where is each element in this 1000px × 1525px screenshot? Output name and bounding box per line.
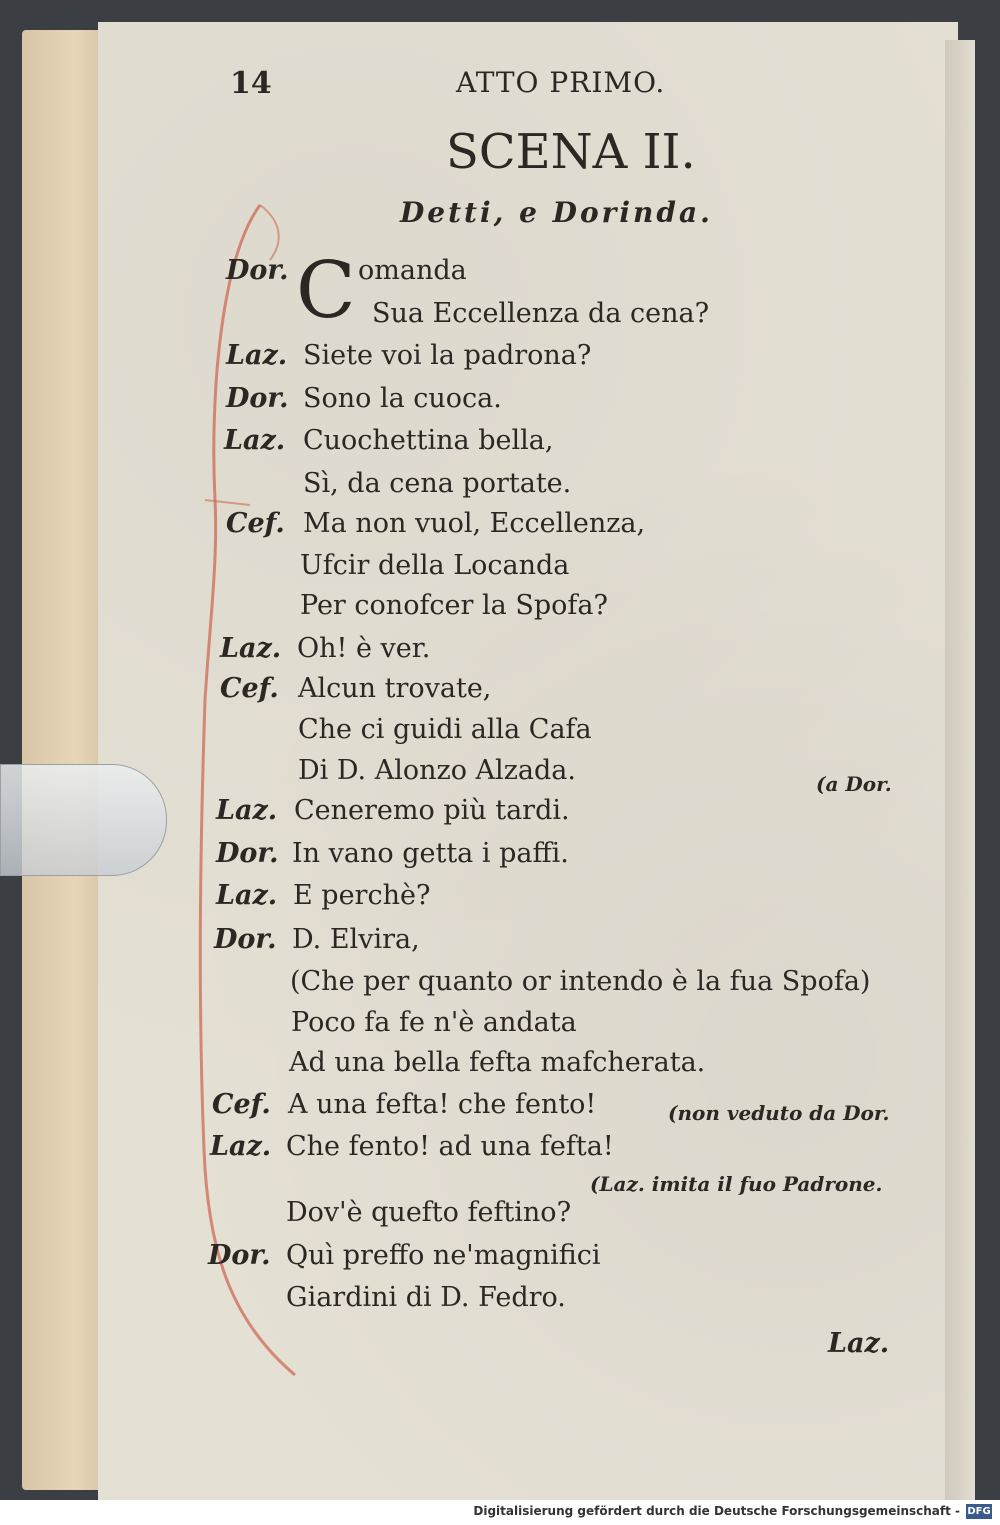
line: Sua Eccellenza da cena? [372, 298, 710, 329]
line: Sono la cuoca. [303, 383, 502, 414]
line: Siete voi la padrona? [303, 340, 592, 371]
red-pencil-mark [190, 200, 300, 1380]
scene-subtitle: Detti, e Dorinda. [400, 196, 713, 229]
speaker: Dor. [226, 383, 289, 414]
footer-credit: Digitalisierung gefördert durch die Deutsche Forschungsgemeinschaft - [473, 1504, 960, 1518]
line: Di D. Alonzo Alzada. [298, 755, 576, 786]
line: Oh! è ver. [297, 633, 431, 664]
line: Ceneremo più tardi. [294, 795, 570, 826]
line: Ad una bella fefta mafcherata. [289, 1047, 706, 1078]
speaker: Laz. [216, 795, 278, 826]
facing-page-edge [945, 40, 975, 1500]
scene-title: SCENA II. [446, 124, 696, 180]
speaker: Laz. [226, 340, 288, 371]
line: Alcun trovate, [298, 673, 492, 704]
line: E perchè? [293, 880, 431, 911]
line: Ma non vuol, Eccellenza, [303, 508, 646, 539]
catchword: Laz. [828, 1328, 890, 1359]
speaker: Dor. [208, 1240, 271, 1271]
line: Che ci guidi alla Cafa [298, 714, 592, 745]
line: (Che per quanto or intendo è la fua Spofa) [290, 966, 871, 997]
line: Giardini di D. Fedro. [286, 1282, 566, 1313]
running-head: ATTO PRIMO. [456, 66, 666, 99]
speaker: Dor. [226, 255, 289, 286]
page-clip [0, 764, 167, 876]
footer-bar [0, 1500, 1000, 1525]
line: Ufcir della Locanda [300, 550, 570, 581]
line: Dov'è quefto feftino? [286, 1197, 572, 1228]
speaker: Laz. [224, 425, 286, 456]
page-number: 14 [230, 66, 272, 101]
speaker: Cef. [212, 1089, 271, 1120]
line: Sì, da cena portate. [303, 468, 572, 499]
speaker: Cef. [220, 673, 279, 704]
line: Cuochettina bella, [303, 425, 554, 456]
speaker: Dor. [214, 924, 277, 955]
stage-direction: (Laz. imita il fuo Padrone. [590, 1172, 883, 1196]
speaker: Laz. [216, 880, 278, 911]
line: A una fefta! che fento! [288, 1089, 597, 1120]
stage-direction: (non veduto da Dor. [668, 1101, 890, 1125]
line: Poco fa fe n'è andata [291, 1007, 577, 1038]
speaker: Cef. [226, 508, 285, 539]
stage-direction: (a Dor. [816, 772, 892, 796]
dfg-logo: DFG [967, 1506, 991, 1517]
line: D. Elvira, [292, 924, 420, 955]
speaker: Laz. [210, 1131, 272, 1162]
drop-cap: C [296, 246, 356, 336]
line: Per conofcer la Spofa? [300, 590, 608, 621]
speaker: Dor. [216, 838, 279, 869]
line: omanda [358, 255, 467, 286]
line: Quì preffo ne'magnifici [286, 1240, 601, 1271]
speaker: Laz. [220, 633, 282, 664]
line: In vano getta i paffi. [292, 838, 569, 869]
line: Che fento! ad una fefta! [286, 1131, 614, 1162]
